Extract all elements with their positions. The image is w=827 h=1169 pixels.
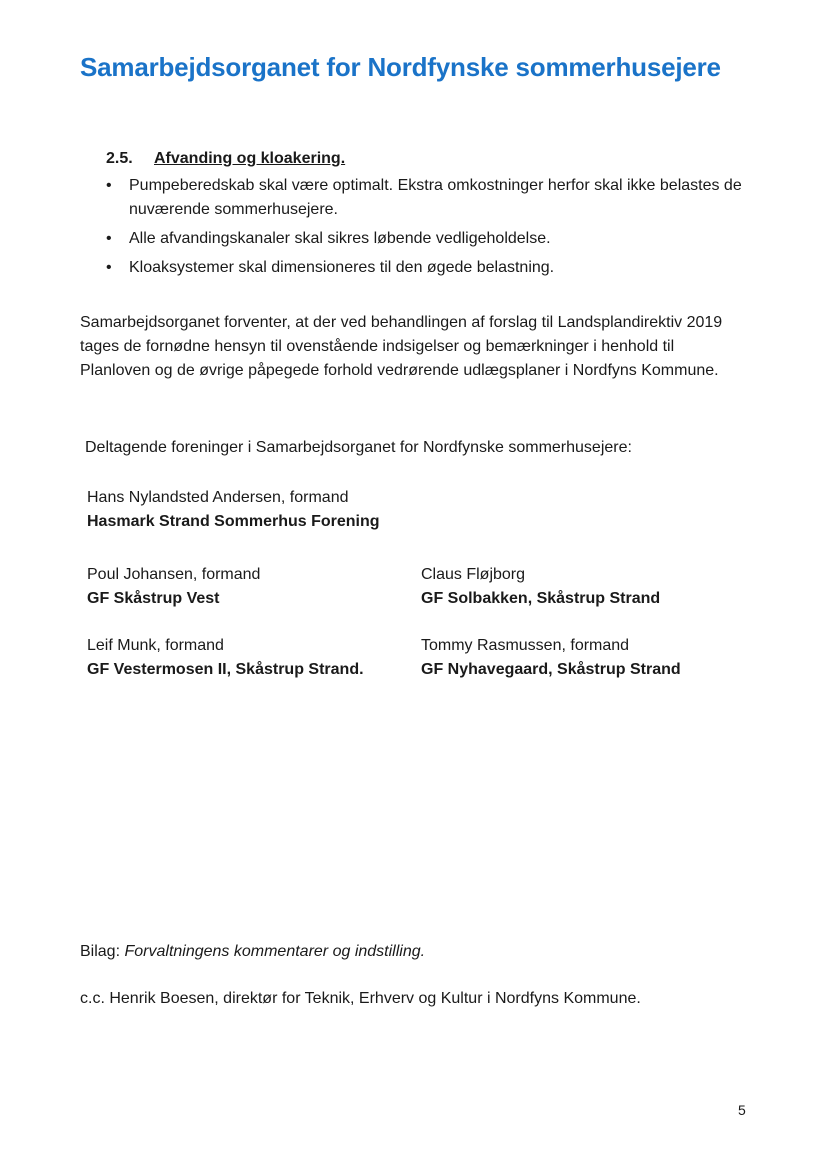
participant-org: GF Nyhavegaard, Skåstrup Strand [421,661,681,678]
participant-name: Claus Fløjborg [421,566,526,583]
cc-line: c.c. Henrik Boesen, direktør for Teknik, Erhverv og Kultur i Nordfyns Kommune. [80,990,641,1007]
participant-org: Hasmark Strand Sommerhus Forening [87,513,380,530]
participant [421,563,660,611]
attachment-label: Bilag: [80,943,121,960]
section-number: 2.5. [106,150,133,167]
participant [87,634,364,682]
participant-org: GF Solbakken, Skåstrup Strand [421,590,661,607]
page-title: Samarbejdsorganet for Nordfynske sommerhusejere [80,52,721,82]
participant-name: Tommy Rasmussen, formand [421,637,630,654]
participant-org: GF Vestermosen II, Skåstrup Strand. [87,661,364,678]
participant-org: GF Skåstrup Vest [87,590,220,607]
participant [87,486,380,534]
bullet-item: • Alle afvandingskanaler skal sikres løbende vedligeholdelse. [106,227,746,251]
participant-name: Leif Munk, formand [87,637,224,654]
page-number: 5 [738,1102,746,1118]
participant [87,563,260,611]
participants-intro: Deltagende foreninger i Samarbejdsorganet for Nordfynske sommerhusejere: [85,439,632,456]
body-paragraph: Samarbejdsorganet forventer, at der ved behandlingen af forslag til Landsplandirektiv 2019 tages de fornødne hensyn til ovenstående indsigelser og bemærkninger i henhold til Planloven og de øvrige påpegede forhold vedrørende udlægsplaner i Nordfyns Kommune. [80,314,723,379]
attachment-line [80,943,425,961]
participant-name: Hans Nylandsted Andersen, formand [87,489,349,506]
bullet-list [106,174,746,285]
bullet-item: • Pumpeberedskab skal være optimalt. Ekstra omkostninger herfor skal ikke belastes de nuværende sommerhusejere. [106,174,746,222]
attachment-text: Forvaltningens kommentarer og indstilling. [124,943,426,960]
participant-name: Poul Johansen, formand [87,566,261,583]
section-title: Afvanding og kloakering. [154,150,346,167]
participant [421,634,681,682]
bullet-item: • Kloaksystemer skal dimensioneres til den øgede belastning. [106,256,746,280]
section-heading [106,150,345,168]
